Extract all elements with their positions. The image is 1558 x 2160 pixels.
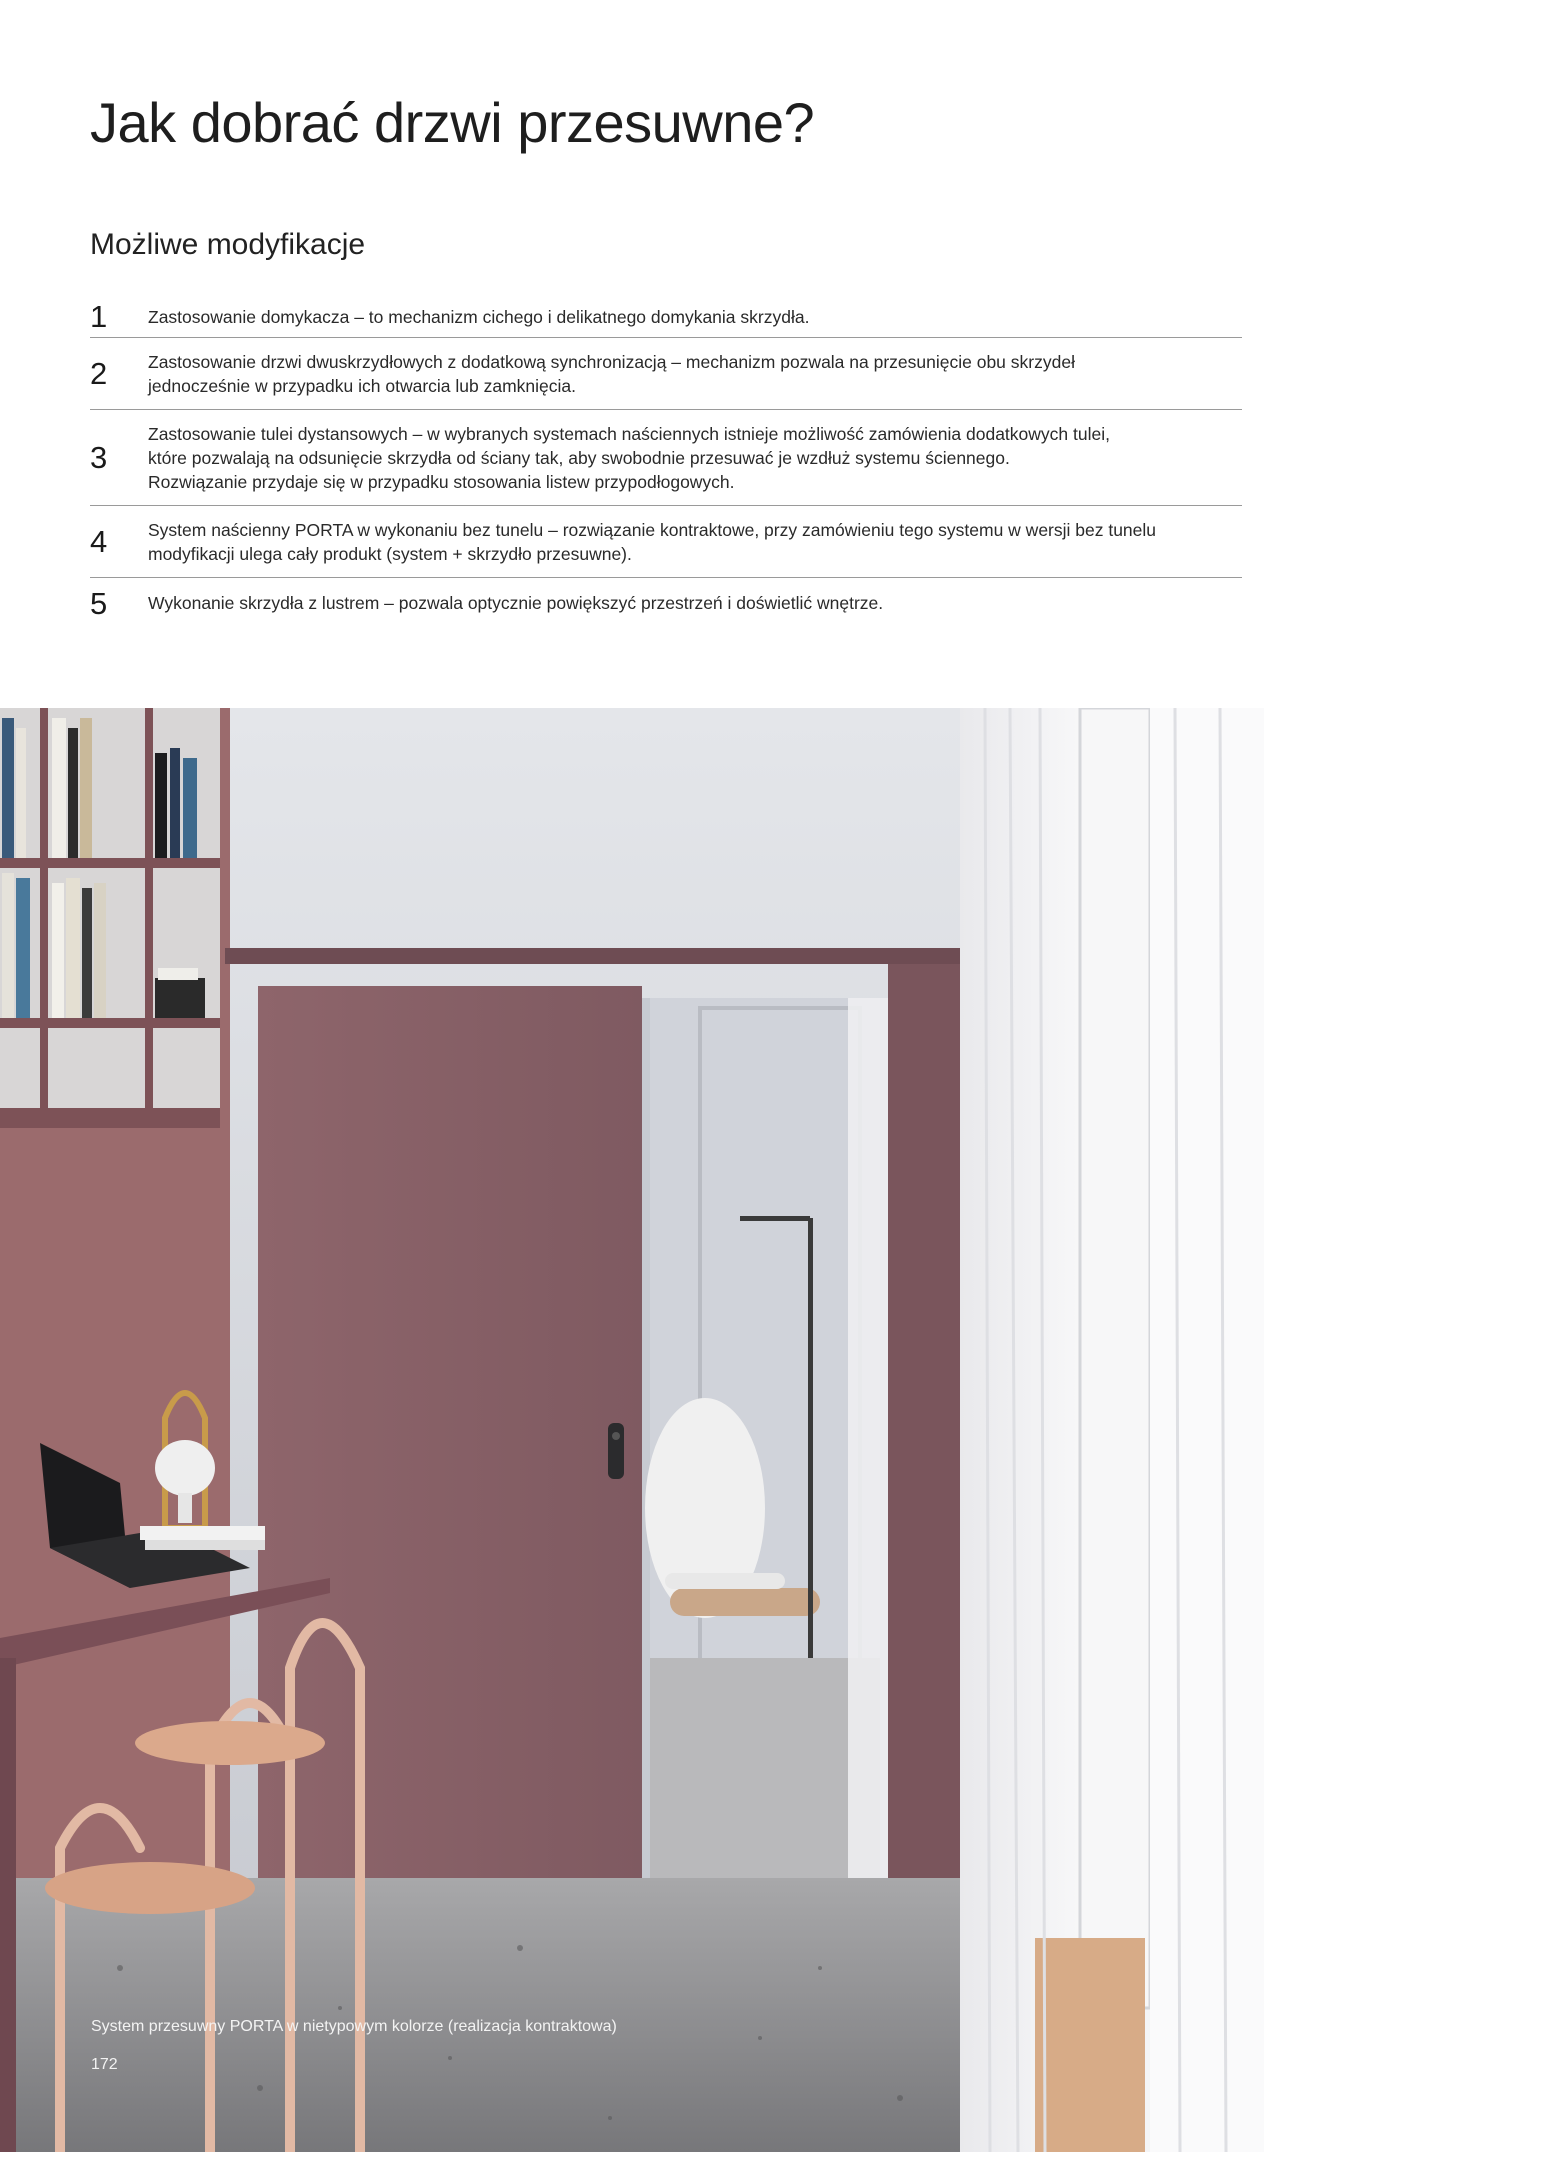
item-number: 4 (90, 524, 108, 559)
page-number: 172 (91, 2056, 118, 2073)
item-text: Wykonanie skrzydła z lustrem – pozwala optycznie powiększyć przestrzeń i doświetlić wnętrze. (148, 593, 884, 613)
list-item (90, 506, 1242, 578)
item-text: Zastosowanie drzwi dwuskrzydłowych z dodatkową synchronizacją – mechanizm pozwala na przesunięcie obu skrzydeł jednocześnie w przypadku ich otwarcia lub zamknięcia. (148, 351, 1075, 396)
interior-photo (0, 708, 1264, 2152)
list-item (90, 296, 1242, 338)
list-item (90, 410, 1242, 506)
item-text: Zastosowanie tulei dystansowych – w wybranych systemach naściennych istnieje możliwość zamówienia dodatkowych tulei, które pozwalają na odsunięcie skrzydła od ściany tak, aby swobodnie przesuwać je wzdłuż systemu ściennego. Rozwiązanie przydaje się w przypadku stosowania listew przypodłogowych. (148, 423, 1110, 492)
item-number: 5 (90, 585, 108, 621)
section-subtitle: Możliwe modyfikacje (90, 228, 366, 261)
item-text: Zastosowanie domykacza – to mechanizm cichego i delikatnego domykania skrzydła. (148, 306, 810, 327)
list-item (90, 578, 1242, 628)
item-text: System naścienny PORTA w wykonaniu bez tunelu – rozwiązanie kontraktowe, przy zamówieniu tego systemu w wersji bez tunelu modyfikacji ulega cały produkt (system + skrzydło przesuwne). (148, 519, 1157, 564)
modifications-list (90, 296, 1242, 628)
item-number: 3 (90, 440, 108, 475)
photo-caption: System przesuwny PORTA w nietypowym kolorze (realizacja kontraktowa) (91, 2018, 617, 2035)
item-number: 2 (90, 356, 108, 391)
item-number: 1 (90, 299, 108, 334)
list-item (90, 338, 1242, 410)
page-title: Jak dobrać drzwi przesuwne? (90, 91, 815, 154)
